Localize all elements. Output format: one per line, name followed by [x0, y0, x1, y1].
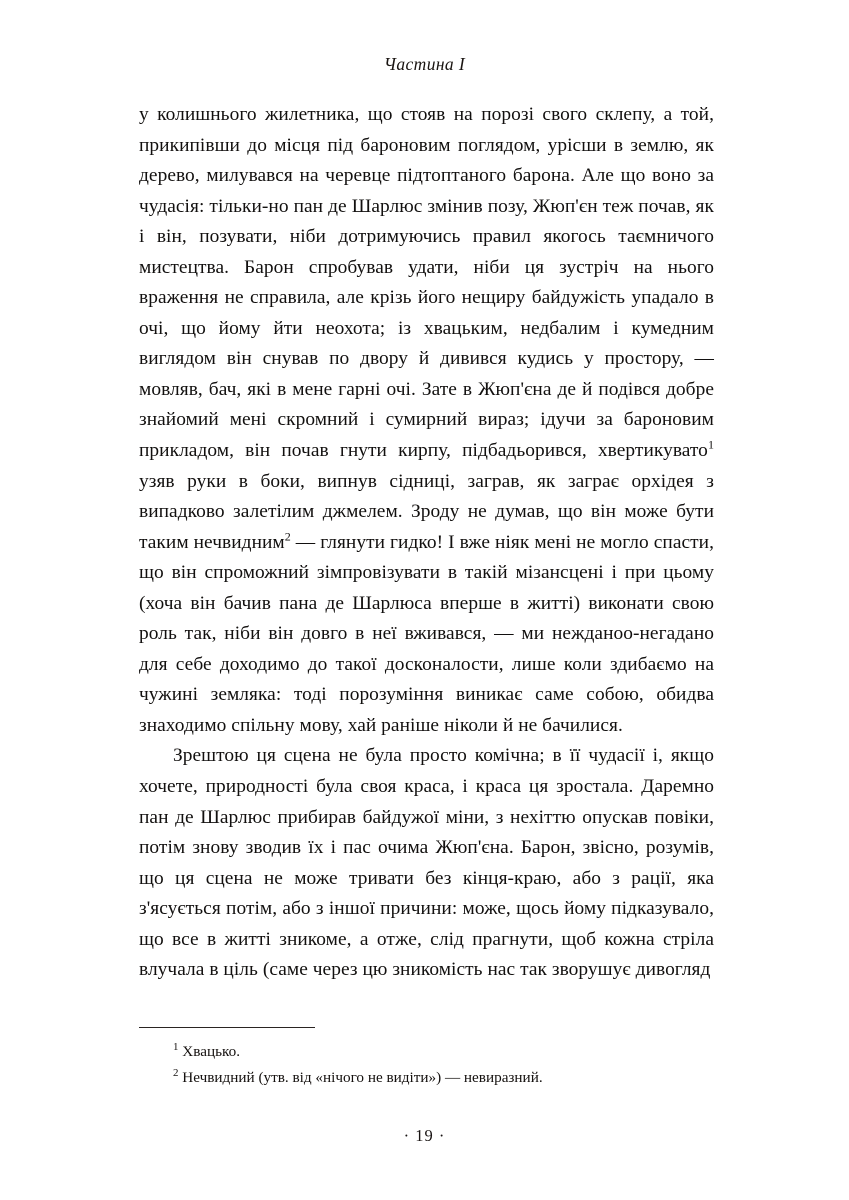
paragraph-2: Зрештою ця сцена не була просто комічна; в її чудасії і, якщо хочете, природності була своя краса, і краса ця зростала. Даремно пан де Шарлюс прибирав байдужої міни, з нехіттю опускав повіки, потім знову зводив їх і пас очима Жюп'єна. Барон, звісно, розумів, що ця сцена не може тривати без кінця-краю, або з рації, яка з'ясується потім, або з іншої причини: може, щось йому підказувало, що все в житті зникоме, а отже, слід прагнути, щоб кожна стріла влучала в ціль (саме через цю зникомість нас так зворушує дивогляд [139, 745, 714, 981]
footnote-2-marker: 2 [173, 1066, 179, 1079]
paragraph-1-part-3: — глянути гидко! І вже ніяк мені не могло спасти, що він спроможний зімпровізувати в такій мізансцені і при цьому (хоча він бачив пана де Шарлюса вперше в житті) виконати свою роль так, ніби він довго в неї вживався, — ми нежданоо-негадано для себе доходимо до такої досконалости, лише коли здибаємо на чужині земляка: тоді порозуміння виникає саме собою, обидва знаходимо спільну мову, хай раніше ніколи й не бачилися. [139, 531, 714, 736]
footnote-separator-rule [139, 1027, 315, 1028]
paragraph-1-part-2: узяв руки в боки, випнув сідниці, заграв, як заграє орхідея з випадково залетілим джмелем. Зроду не думав, що він може бути таким нечвидним [139, 470, 714, 553]
footnote-1 [139, 1040, 714, 1063]
footnote-2 [139, 1066, 714, 1089]
footnote-marker-2: 2 [284, 529, 291, 544]
footnote-2-text: Нечвидний (утв. від «нічого не видіти») — невиразний. [178, 1069, 543, 1086]
footnote-area [139, 1027, 714, 1092]
running-head: Частина I [383, 54, 466, 74]
paragraph-1-part-1: у колишнього жилетника, що стояв на порозі свого склепу, а той, прикипівши до місця під бароновим поглядом, урісши в землю, як дерево, милувався на черевце підтоптаного барона. Але що воно за чудасія: тільки-но пан де Шарлюс змінив позу, Жюп'єн теж почав, як і він, позувати, ніби дотримуючись правил якогось таємничого мистецтва. Барон спробував удати, ніби ця зустріч на нього враження не справила, але крізь його нещиру байдужість упадало в очі, що йому йти неохота; із хвацьким, недбалим і кумедним виглядом він снував по двору й дивився кудись у простору, — мовляв, бач, які в мене гарні очі. Зате в Жюп'єна де й подівся добре знайомий мені скромний і сумирний вираз; ідучи за бароновим прикладом, він почав гнути кирпу, підбадьорився, хвертикувато [139, 104, 714, 462]
footnote-1-marker: 1 [173, 1040, 179, 1053]
page-number: · 19 · [403, 1126, 446, 1145]
footnote-marker-1: 1 [707, 437, 714, 452]
paragraph-1 [139, 100, 714, 741]
body-text-block [139, 100, 714, 986]
footnote-1-text: Хвацько. [178, 1043, 240, 1060]
